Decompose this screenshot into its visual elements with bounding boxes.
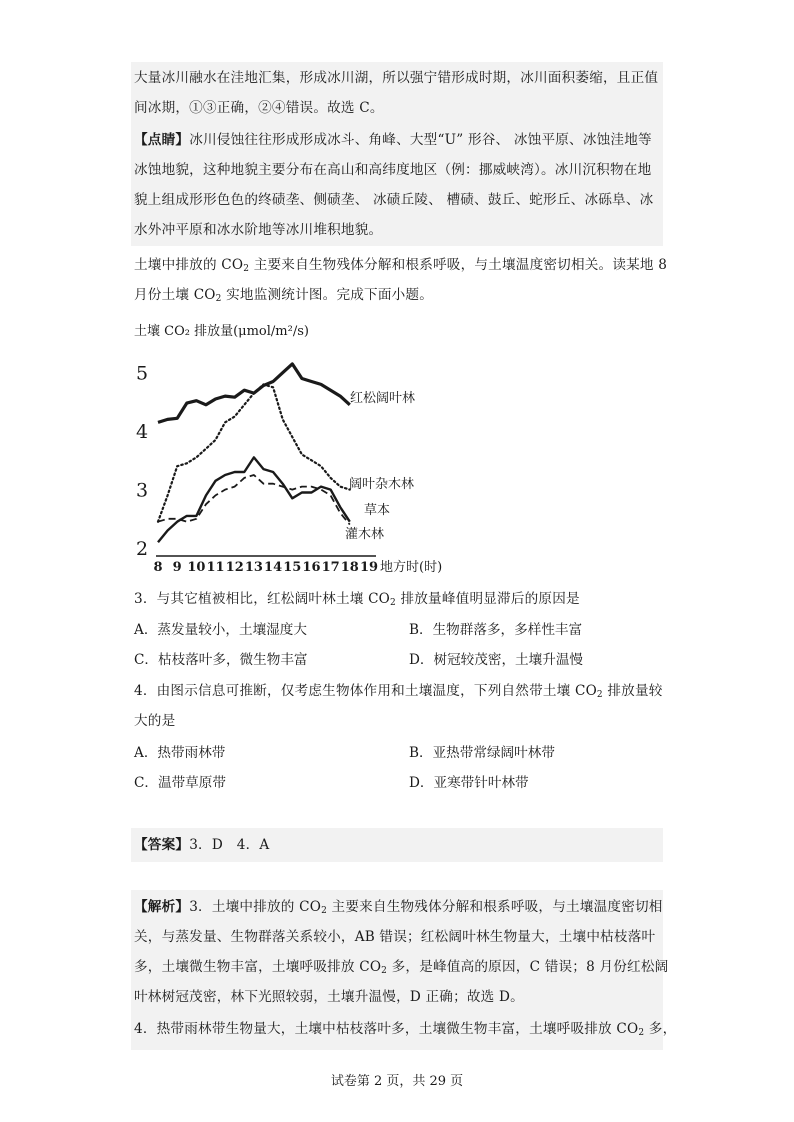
q4-stem-sub: 2 bbox=[596, 690, 603, 700]
q3-option-a[interactable]: A．蒸发量较小，土壤湿度大 bbox=[134, 622, 307, 638]
analysis-line-5 bbox=[134, 1014, 676, 1048]
analysis-line-1-sub: 2 bbox=[321, 906, 327, 916]
analysis-line-1 bbox=[134, 892, 663, 926]
q3-stem-a: 3．与其它植被相比，红松阔叶林土壤 CO bbox=[134, 591, 391, 607]
x-tick-label-12: 12 bbox=[225, 560, 244, 575]
analysis-line-5-sub: 2 bbox=[638, 1028, 645, 1038]
intro-line-1-a: 土壤中排放的 CO bbox=[134, 257, 244, 273]
series-label-group bbox=[345, 390, 415, 542]
analysis-block bbox=[131, 890, 677, 1050]
answer-text: 3．D 4．A bbox=[189, 837, 270, 853]
intro-line-1-b: 主要来自生物残体分解和根系呼吸，与土壤温度密切相关。读某地 8 bbox=[249, 257, 668, 273]
intro-line-2 bbox=[134, 280, 433, 314]
analysis-line-4: 叶林树冠茂密，林下光照较弱，土壤升温慢，D 正确；故选 D。 bbox=[134, 989, 524, 1005]
series-label-2: 草本 bbox=[364, 503, 391, 518]
analysis-line-3-b: 多，是峰值高的原因，C 错误；8 月份红松阔 bbox=[387, 959, 669, 975]
q4-option-d[interactable]: D．亚寒带针叶林带 bbox=[409, 775, 529, 791]
chart-title: 土壤 CO₂ 排放量(μmol/m²/s) bbox=[134, 324, 309, 339]
q3-option-d[interactable]: D．树冠较茂密，土壤升温慢 bbox=[409, 652, 584, 668]
q4-option-c[interactable]: C．温带草原带 bbox=[134, 775, 226, 791]
q3-stem-sub: 2 bbox=[390, 598, 396, 608]
q3-option-b[interactable]: B．生物群落多，多样性丰富 bbox=[409, 622, 583, 638]
analysis-line-2: 关，与蒸发量、生物群落关系较小，AB 错误；红松阔叶林生物量大，土壤中枯枝落叶 bbox=[134, 929, 656, 945]
tip-label: 【点睛】 bbox=[134, 132, 190, 148]
analysis-line-5-b: 多， bbox=[644, 1021, 677, 1037]
series-label-1: 阔叶杂木林 bbox=[349, 477, 415, 492]
y-tick-label-3: 3 bbox=[136, 479, 149, 502]
tip-text-1: 冰川侵蚀往往形成形成冰斗、角峰、大型“U” 形谷、 冰蚀平原、冰蚀洼地等 bbox=[189, 132, 652, 148]
analysis-line-5-a: 4．热带雨林带生物量大，土壤中枯枝落叶多，土壤微生物丰富，土壤呼吸排放 CO bbox=[134, 1021, 639, 1037]
intro-line-1 bbox=[134, 250, 667, 284]
x-tick-label-15: 15 bbox=[283, 560, 302, 575]
intro-line-2-sub: 2 bbox=[215, 294, 222, 304]
analysis-line-3 bbox=[134, 952, 668, 986]
q3-stem-b: 排放量峰值明显滞后的原因是 bbox=[395, 591, 580, 607]
tip-line-4: 水外冲平原和冰水阶地等冰川堆积地貌。 bbox=[134, 222, 383, 238]
x-tick-label-13: 13 bbox=[244, 560, 263, 575]
x-tick-label-16: 16 bbox=[302, 560, 321, 575]
analysis-line-1-b: 主要来自生物残体分解和根系呼吸，与土壤温度密切相 bbox=[327, 899, 663, 915]
x-tick-label-11: 11 bbox=[206, 560, 225, 575]
q4-stem-a: 4．由图示信息可推断，仅考虑生物体作用和土壤温度，下列自然带土壤 CO bbox=[134, 683, 597, 699]
intro-line-1-sub: 2 bbox=[243, 264, 250, 274]
q3-stem bbox=[134, 584, 580, 618]
q4-option-a[interactable]: A．热带雨林带 bbox=[134, 745, 226, 761]
x-tick-label-17: 17 bbox=[321, 560, 340, 575]
previous-answer-block bbox=[131, 62, 663, 246]
analysis-line-3-sub: 2 bbox=[381, 966, 388, 976]
previous-answer-line-1: 大量冰川融水在洼地汇集，形成冰川湖，所以强宁错形成时期，冰川面积萎缩，且正值 bbox=[134, 70, 659, 86]
x-tick-label-10: 10 bbox=[187, 560, 206, 575]
y-tick-label-4: 4 bbox=[136, 421, 149, 444]
x-tick-label-8: 8 bbox=[153, 560, 163, 575]
analysis-label: 【解析】 bbox=[134, 899, 190, 915]
series-label-3: 灌木林 bbox=[345, 527, 385, 542]
q4-stem-b: 排放量较 bbox=[602, 683, 663, 699]
x-tick-label-19: 19 bbox=[359, 560, 379, 575]
x-tick-group bbox=[153, 560, 378, 575]
q3-option-c[interactable]: C．枯枝落叶多，微生物丰富 bbox=[134, 652, 308, 668]
y-tick-label-2: 2 bbox=[136, 538, 149, 560]
x-tick-label-9: 9 bbox=[172, 560, 182, 575]
tip-line-2: 冰蚀地貌，这种地貌主要分布在高山和高纬度地区（例：挪威峡湾）。冰川沉积物在地 bbox=[134, 162, 652, 178]
q4-option-b[interactable]: B．亚热带常绿阔叶林带 bbox=[409, 745, 555, 761]
analysis-line-1-a: 3．土壤中排放的 CO bbox=[189, 899, 322, 915]
answer-block bbox=[131, 828, 663, 862]
intro-line-2-b: 实地监测统计图。完成下面小题。 bbox=[221, 287, 434, 303]
x-tick-label-14: 14 bbox=[264, 560, 283, 575]
series-group bbox=[158, 364, 350, 542]
intro-line-2-a: 月份土壤 CO bbox=[134, 287, 216, 303]
tip-line-1 bbox=[134, 125, 652, 155]
y-tick-label-5: 5 bbox=[136, 362, 149, 385]
q4-stem-line-2: 大的是 bbox=[134, 713, 176, 729]
x-tick-label-18: 18 bbox=[340, 560, 359, 575]
y-tick-group bbox=[136, 363, 148, 560]
answer-label: 【答案】 bbox=[134, 837, 190, 853]
answer-line bbox=[134, 830, 269, 860]
page-footer: 试卷第 2 页，共 29 页 bbox=[330, 1074, 464, 1089]
co2-emission-chart bbox=[128, 318, 468, 580]
previous-answer-line-2: 间冰期，①③正确，②④错误。故选 C。 bbox=[134, 100, 384, 116]
series-line-2 bbox=[158, 457, 350, 542]
q4-stem-line-1 bbox=[134, 676, 663, 710]
analysis-line-3-a: 多，土壤微生物丰富，土壤呼吸排放 CO bbox=[134, 959, 382, 975]
tip-line-3: 貌上组成形形色色的终碛垄、侧碛垄、 冰碛丘陵、 槽碛、鼓丘、蛇形丘、冰砾阜、冰 bbox=[134, 192, 654, 208]
series-label-0: 红松阔叶林 bbox=[350, 391, 416, 406]
x-axis-label: 地方时(时) bbox=[380, 560, 443, 575]
